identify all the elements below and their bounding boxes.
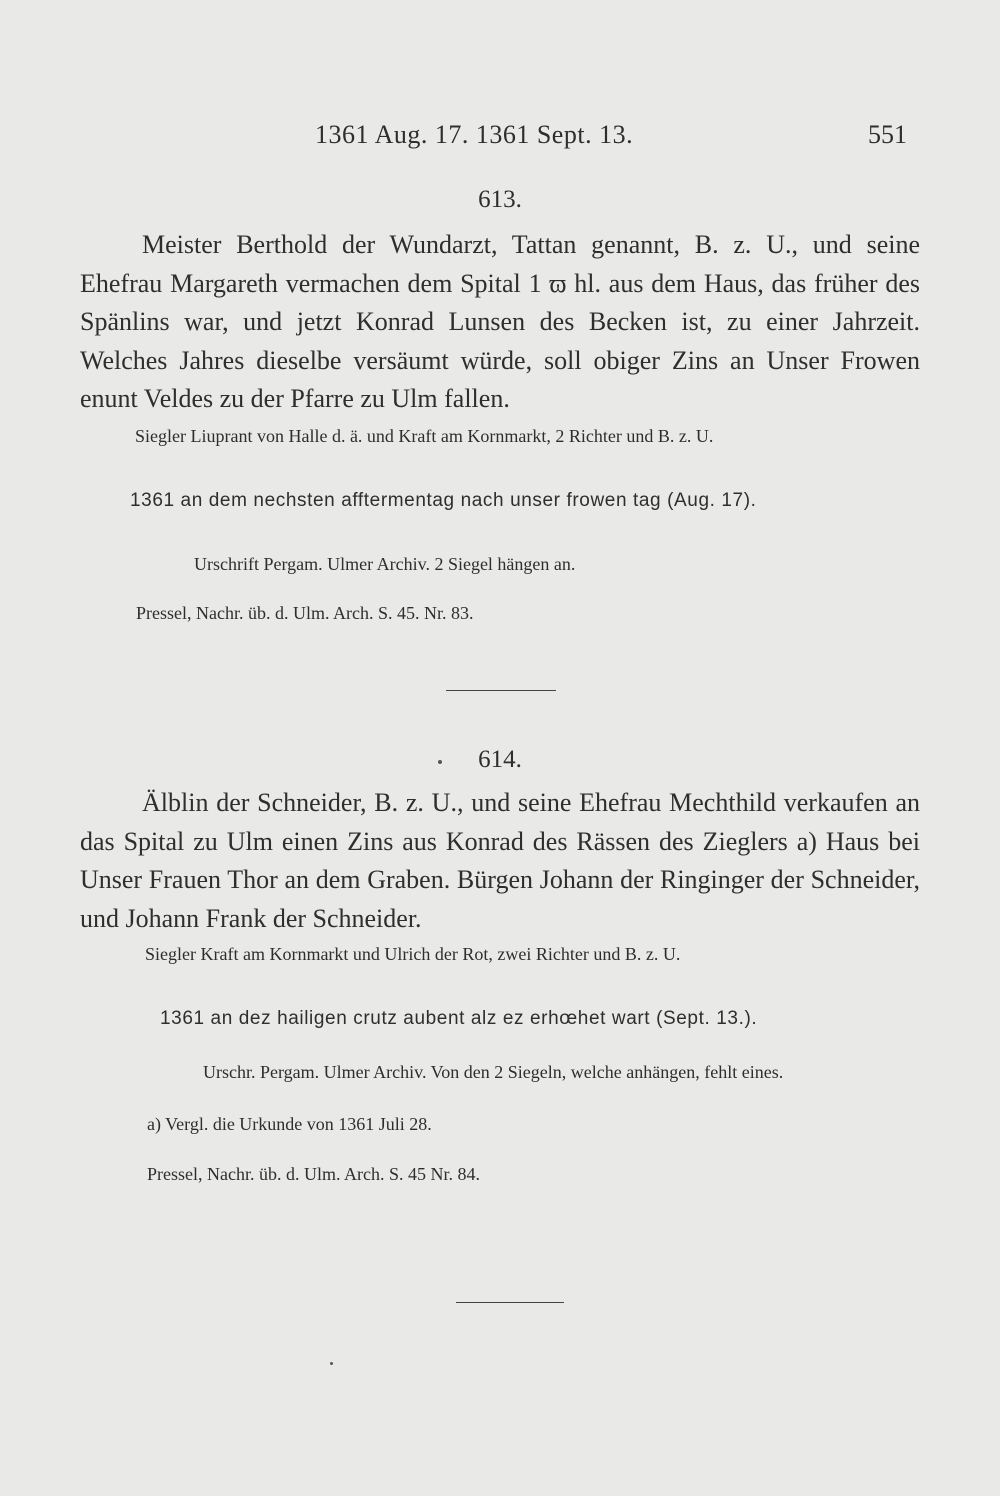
entry-614-reference: Pressel, Nachr. üb. d. Ulm. Arch. S. 45 Nr. 84.: [147, 1164, 480, 1184]
section-divider-end: [456, 1302, 564, 1303]
entry-614-dateline: 1361 an dez hailigen crutz aubent alz ez erhœhet wart (Sept. 13.).: [160, 1008, 758, 1029]
entry-614-source: Urschr. Pergam. Ulmer Archiv. Von den 2 Siegeln, welche anhängen, fehlt eines.: [203, 1062, 784, 1082]
running-date-header: 1361 Aug. 17. 1361 Sept. 13.: [315, 120, 634, 149]
page-number: 551: [868, 120, 907, 149]
entry-613-dateline: 1361 an dem nechsten afftermentag nach unser frowen tag (Aug. 17).: [130, 490, 757, 511]
entry-614-text: Älblin der Schneider, B. z. U., und seine Ehefrau Mechthild verkaufen an das Spital zu Ulm einen Zins aus Konrad des Rässen des Zieglers a) Haus bei Unser Frauen Thor an dem Graben. Bürgen Johann der Ringinger der Schneider, und Johann Frank der Schneider.: [80, 788, 920, 933]
entry-614-seal: Siegler Kraft am Kornmarkt und Ulrich der Rot, zwei Richter und B. z. U.: [145, 944, 681, 964]
page-header: [0, 120, 1000, 160]
entry-614-footnote: a) Vergl. die Urkunde von 1361 Juli 28.: [147, 1114, 432, 1134]
entry-number-613: 613.: [478, 186, 522, 213]
entry-613-reference: Pressel, Nachr. üb. d. Ulm. Arch. S. 45. Nr. 83.: [136, 603, 474, 623]
ink-speck: [330, 1362, 333, 1365]
entry-613-seal: Siegler Liuprant von Halle d. ä. und Kraft am Kornmarkt, 2 Richter und B. z. U.: [135, 426, 714, 446]
entry-number-614: 614.: [478, 746, 522, 773]
entry-613-source: Urschrift Pergam. Ulmer Archiv. 2 Siegel hängen an.: [194, 554, 576, 574]
section-divider: [446, 690, 556, 691]
entry-613-text: Meister Berthold der Wundarzt, Tattan genannt, B. z. U., und seine Ehefrau Margareth vermachen dem Spital 1 ϖ hl. aus dem Haus, das früher des Spänlins war, und jetzt Konrad Lunsen des Becken ist, zu einer Jahrzeit. Welches Jahres dieselbe versäumt würde, soll obiger Zins an Unser Frowen enunt Veldes zu der Pfarre zu Ulm fallen.: [80, 230, 920, 413]
